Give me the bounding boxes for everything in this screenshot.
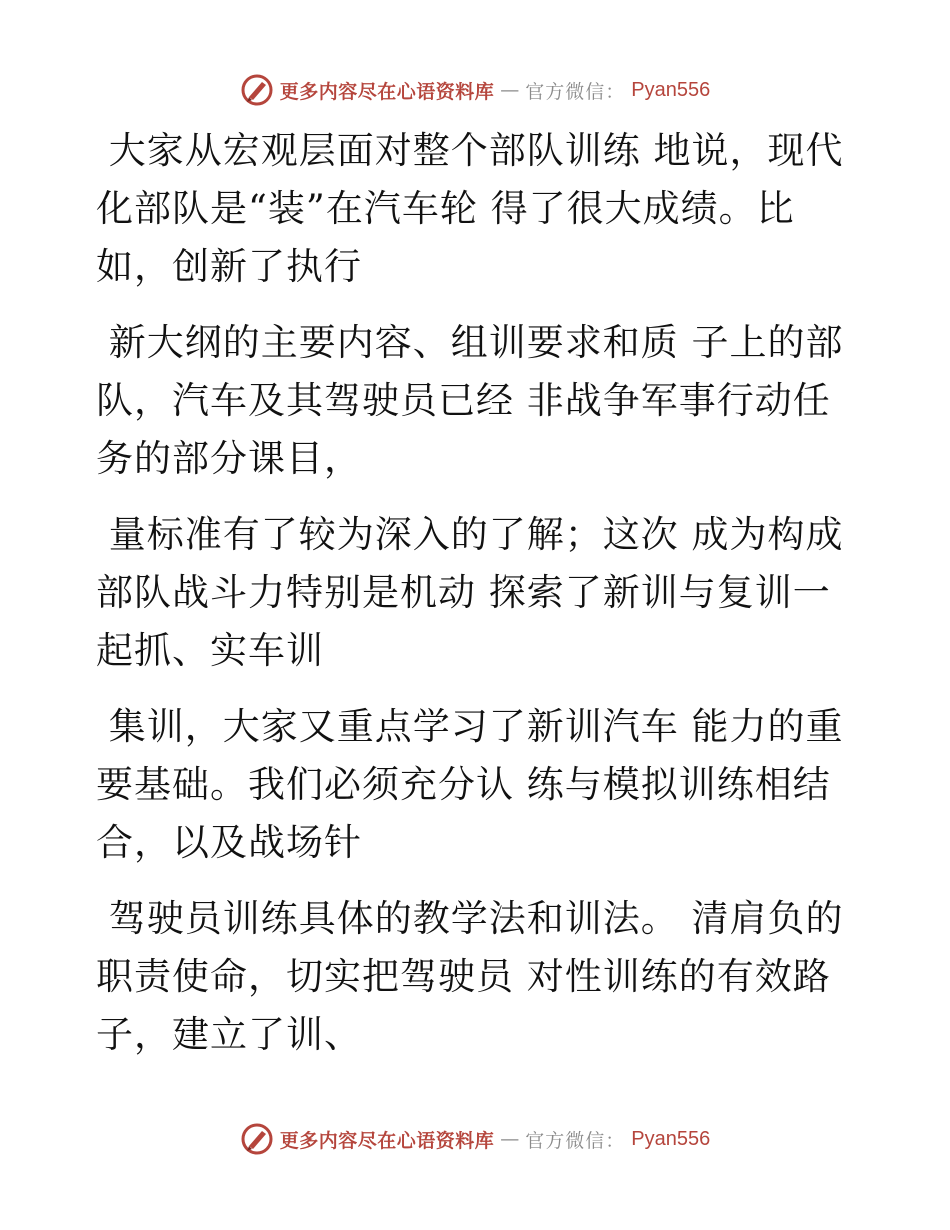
paragraph-3: 量标准有了较为深入的了解；这次 成为构成部队战斗力特别是机动 探索了新训与复训一起抓、实车训 — [96, 513, 844, 672]
paragraph-4: 集训，大家又重点学习了新训汽车 能力的重要基础。我们必须充分认 练与模拟训练相结合，以及战场针 — [96, 705, 844, 864]
watermark-separator: — — [500, 79, 520, 101]
watermark-label: 官方微信： — [525, 80, 626, 103]
paragraph-5: 驾驶员训练具体的教学法和训法。 清肩负的职责使命，切实把驾驶员 对性训练的有效路子，建立了训、 — [96, 897, 844, 1056]
watermark-separator: — — [500, 1128, 520, 1150]
document-body — [96, 122, 856, 1082]
pen-logo-icon — [240, 1122, 274, 1156]
header-watermark — [0, 70, 950, 110]
paragraph-1: 大家从宏观层面对整个部队训练 地说，现代化部队是“装”在汽车轮 得了很大成绩。比如，创新了执行 — [96, 129, 844, 288]
pen-logo-icon — [240, 73, 274, 107]
watermark-label: 官方微信： — [525, 1129, 626, 1152]
watermark-id: Pyan556 — [631, 78, 711, 101]
watermark-id: Pyan556 — [631, 1127, 711, 1150]
footer-watermark — [0, 1119, 950, 1159]
watermark-main-text: 更多内容尽在心语资料库 — [279, 80, 495, 103]
paragraph-2: 新大纲的主要内容、组训要求和质 子上的部队，汽车及其驾驶员已经 非战争军事行动任务的部分课目， — [96, 321, 844, 480]
watermark-main-text: 更多内容尽在心语资料库 — [279, 1129, 495, 1152]
